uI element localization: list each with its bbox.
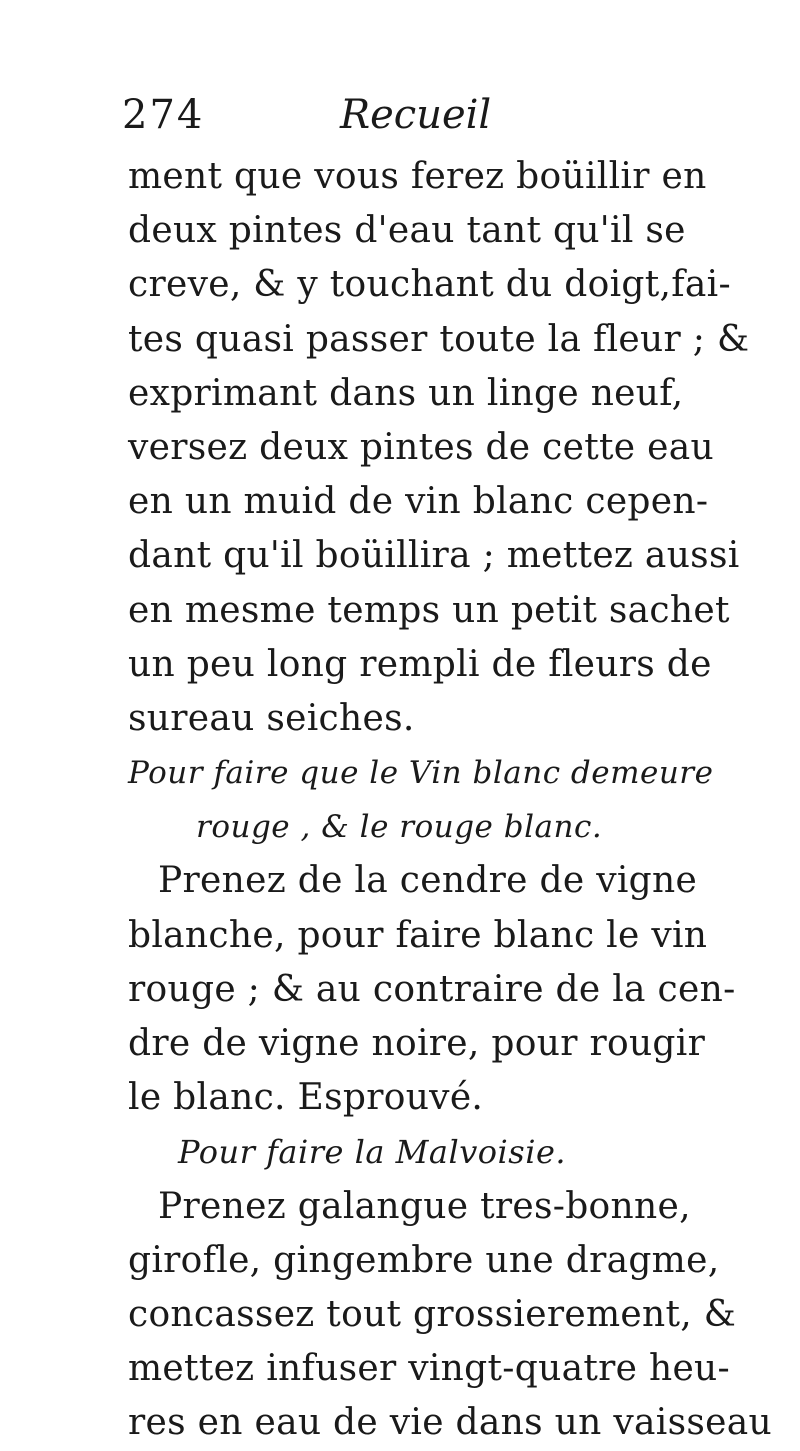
text-line: sureau seiches. <box>128 697 415 739</box>
text-line: dant qu'il boüillira ; mettez aussi <box>128 535 740 577</box>
text-line: blanche, pour faire blanc le vin <box>128 914 708 956</box>
text-line: res en eau de vie dans un vaisseau <box>128 1402 772 1444</box>
text-line: en un muid de vin blanc cepen- <box>128 481 709 523</box>
text-line: girofle, gingembre une dragme, <box>128 1239 720 1281</box>
text-line: ment que vous ferez boüillir en <box>128 156 707 197</box>
text-line: rouge ; & au contraire de la cen- <box>128 968 736 1010</box>
text-line: deux pintes d'eau tant qu'il se <box>128 210 686 252</box>
text-line: concassez tout grossierement, & <box>128 1293 737 1335</box>
text-line: creve, & y touchant du doigt,fai- <box>128 264 731 306</box>
section-title: Pour faire la Malvoisie. <box>178 1133 567 1172</box>
section-title: Pour faire que le Vin blanc demeure <box>128 755 714 792</box>
text-line: le blanc. Esprouvé. <box>128 1077 484 1119</box>
text-line: mettez infuser vingt-quatre heu- <box>128 1348 730 1390</box>
text-line: Prenez de la cendre de vigne <box>158 860 698 902</box>
section-title-continued: rouge , & le rouge blanc. <box>196 809 603 846</box>
text-line: dre de vigne noire, pour rougir <box>128 1023 706 1064</box>
text-line: en mesme temps un petit sachet <box>128 589 730 631</box>
text-line: exprimant dans un linge neuf, <box>128 372 684 414</box>
text-line: Prenez galangue tres-bonne, <box>158 1185 691 1227</box>
text-line: un peu long rempli de fleurs de <box>128 643 712 685</box>
page-text <box>128 150 772 1451</box>
running-title: Recueil <box>340 92 492 138</box>
text-line: versez deux pintes de cette eau <box>128 426 714 468</box>
page-number: 274 <box>122 92 205 138</box>
text-line: tes quasi passer toute la fleur ; & <box>128 318 750 360</box>
page-header <box>122 92 642 152</box>
